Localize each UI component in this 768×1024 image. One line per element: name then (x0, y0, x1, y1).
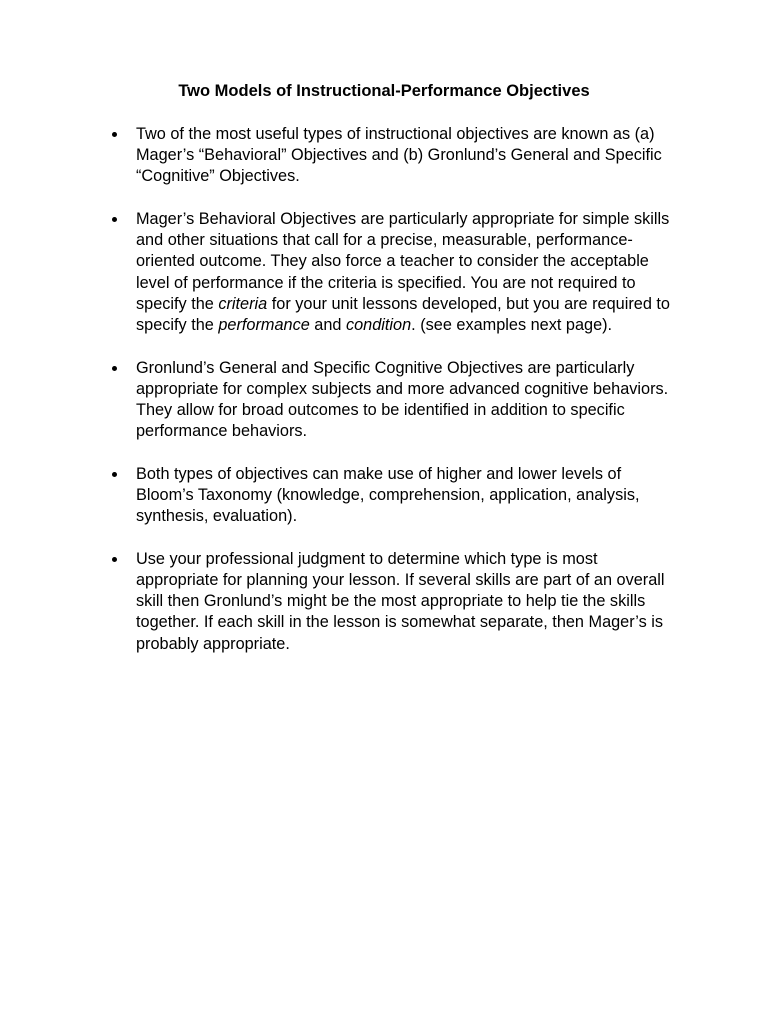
text-segment: . (see examples next page). (411, 316, 613, 335)
bullet-icon (112, 557, 117, 562)
list-item (110, 209, 670, 336)
text-segment: Mager’s Behavioral Objectives are particularly appropriate for simple skills and other situations that call for a precise, measurable, performance-oriented outcome. They also force a teacher to consider the acceptable level of performance if the criteria is specified. You are not required to specify the (136, 210, 670, 313)
bullet-icon (112, 132, 117, 137)
bullet-text: Both types of objectives can make use of higher and lower levels of Bloom’s Taxonomy (knowledge, comprehension, application, analysis, synthesis, evaluation). (136, 464, 640, 526)
list-item (110, 549, 670, 655)
bullet-text: Use your professional judgment to determine which type is most appropriate for planning your lesson. If several skills are part of an overall skill then Gronlund’s might be the most appropriate to help tie the skills together. If each skill in the lesson is somewhat separate, then Mager’s is probably appropriate. (136, 549, 665, 653)
bullet-list (110, 124, 670, 676)
text-segment: and (309, 316, 346, 335)
list-item (110, 464, 670, 528)
text-segment: for your unit lessons developed, but you are required to specify the (136, 294, 670, 335)
emphasis-criteria: criteria (218, 294, 268, 313)
bullet-text (136, 209, 670, 336)
bullet-icon (112, 217, 117, 222)
bullet-text: Two of the most useful types of instructional objectives are known as (a) Mager’s “Behavioral” Objectives and (b) Gronlund’s General and Specific “Cognitive” Objectives. (136, 125, 662, 186)
bullet-icon (112, 472, 117, 477)
emphasis-condition: condition (345, 316, 412, 335)
bullet-icon (112, 366, 117, 371)
bullet-text: Gronlund’s General and Specific Cognitive Objectives are particularly appropriate for complex subjects and more advanced cognitive behaviors. They allow for broad outcomes to be identified in addition to specific performance behaviors. (136, 358, 669, 441)
list-item (110, 124, 670, 188)
page-title: Two Models of Instructional-Performance Objectives (178, 82, 590, 100)
emphasis-performance: performance (218, 316, 310, 335)
list-item (110, 358, 670, 443)
